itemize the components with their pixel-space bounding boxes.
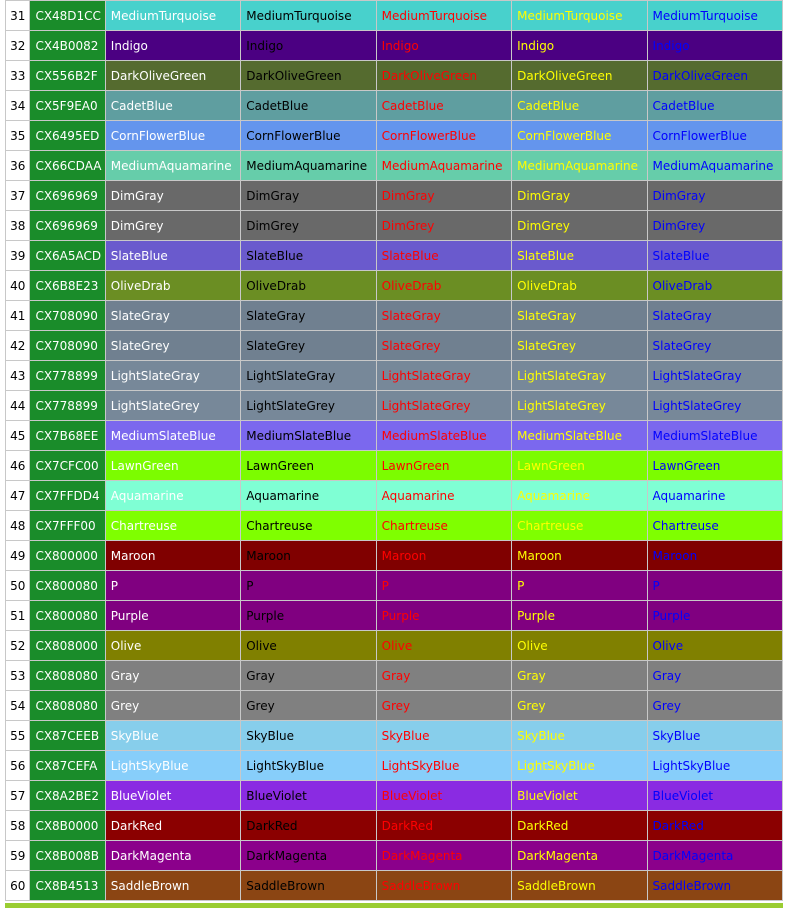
yellow-text-sample: Maroon (512, 541, 647, 571)
table-row (6, 871, 783, 901)
table-row (6, 61, 783, 91)
color-code: CX87CEFA (30, 751, 105, 781)
color-code: CX556B2F (30, 61, 105, 91)
yellow-text-sample: DarkMagenta (512, 841, 647, 871)
black-text-sample: LightSlateGrey (241, 391, 376, 421)
row-number: 43 (6, 361, 30, 391)
color-code: CX808080 (30, 691, 105, 721)
white-text-sample: Grey (105, 691, 240, 721)
red-text-sample: LightSlateGray (376, 361, 511, 391)
white-text-sample: LightSlateGray (105, 361, 240, 391)
red-text-sample: DarkRed (376, 811, 511, 841)
row-number: 33 (6, 61, 30, 91)
color-code: CX48D1CC (30, 1, 105, 31)
blue-text-sample: DarkOliveGreen (647, 61, 782, 91)
white-text-sample: MediumSlateBlue (105, 421, 240, 451)
yellow-text-sample: SlateBlue (512, 241, 647, 271)
black-text-sample: BlueViolet (241, 781, 376, 811)
white-text-sample: LawnGreen (105, 451, 240, 481)
blue-text-sample: Purple (647, 601, 782, 631)
blue-text-sample: SlateBlue (647, 241, 782, 271)
white-text-sample: BlueViolet (105, 781, 240, 811)
red-text-sample: SlateBlue (376, 241, 511, 271)
white-text-sample: Olive (105, 631, 240, 661)
red-text-sample: DimGray (376, 181, 511, 211)
blue-text-sample: DimGray (647, 181, 782, 211)
red-text-sample: LightSkyBlue (376, 751, 511, 781)
color-table (5, 0, 783, 901)
black-text-sample: Maroon (241, 541, 376, 571)
yellow-text-sample: OliveDrab (512, 271, 647, 301)
blue-text-sample: P (647, 571, 782, 601)
table-row (6, 691, 783, 721)
table-row (6, 451, 783, 481)
white-text-sample: Chartreuse (105, 511, 240, 541)
white-text-sample: MediumAquamarine (105, 151, 240, 181)
white-text-sample: MediumTurquoise (105, 1, 240, 31)
yellow-text-sample: DimGray (512, 181, 647, 211)
black-text-sample: Purple (241, 601, 376, 631)
color-code: CX4B0082 (30, 31, 105, 61)
table-row (6, 481, 783, 511)
color-code: CX778899 (30, 391, 105, 421)
blue-text-sample: MediumSlateBlue (647, 421, 782, 451)
table-row (6, 241, 783, 271)
blue-text-sample: SkyBlue (647, 721, 782, 751)
black-text-sample: DarkRed (241, 811, 376, 841)
yellow-text-sample: SlateGray (512, 301, 647, 331)
row-number: 60 (6, 871, 30, 901)
table-row (6, 751, 783, 781)
black-text-sample: DimGray (241, 181, 376, 211)
blue-text-sample: OliveDrab (647, 271, 782, 301)
white-text-sample: Indigo (105, 31, 240, 61)
black-text-sample: P (241, 571, 376, 601)
row-number: 59 (6, 841, 30, 871)
black-text-sample: LightSkyBlue (241, 751, 376, 781)
white-text-sample: SlateBlue (105, 241, 240, 271)
blue-text-sample: Chartreuse (647, 511, 782, 541)
yellow-text-sample: BlueViolet (512, 781, 647, 811)
color-code: CX800080 (30, 601, 105, 631)
yellow-text-sample: DarkOliveGreen (512, 61, 647, 91)
white-text-sample: DarkMagenta (105, 841, 240, 871)
blue-text-sample: SlateGray (647, 301, 782, 331)
white-text-sample: SaddleBrown (105, 871, 240, 901)
color-code: CX808000 (30, 631, 105, 661)
white-text-sample: Aquamarine (105, 481, 240, 511)
yellow-text-sample: LightSlateGrey (512, 391, 647, 421)
row-number: 41 (6, 301, 30, 331)
color-code: CX8B4513 (30, 871, 105, 901)
yellow-text-sample: MediumTurquoise (512, 1, 647, 31)
black-text-sample: LawnGreen (241, 451, 376, 481)
row-number: 49 (6, 541, 30, 571)
red-text-sample: Gray (376, 661, 511, 691)
black-text-sample: MediumSlateBlue (241, 421, 376, 451)
table-row (6, 541, 783, 571)
red-text-sample: Grey (376, 691, 511, 721)
white-text-sample: CornFlowerBlue (105, 121, 240, 151)
blue-text-sample: SlateGrey (647, 331, 782, 361)
yellow-text-sample: Purple (512, 601, 647, 631)
black-text-sample: Indigo (241, 31, 376, 61)
yellow-text-sample: Indigo (512, 31, 647, 61)
blue-text-sample: Indigo (647, 31, 782, 61)
black-text-sample: DarkOliveGreen (241, 61, 376, 91)
black-text-sample: Gray (241, 661, 376, 691)
row-number: 47 (6, 481, 30, 511)
red-text-sample: DimGrey (376, 211, 511, 241)
blue-text-sample: CornFlowerBlue (647, 121, 782, 151)
color-code: CX7CFC00 (30, 451, 105, 481)
color-code: CX87CEEB (30, 721, 105, 751)
blue-text-sample: CadetBlue (647, 91, 782, 121)
color-code: CX6A5ACD (30, 241, 105, 271)
red-text-sample: SlateGrey (376, 331, 511, 361)
red-text-sample: DarkOliveGreen (376, 61, 511, 91)
red-text-sample: Maroon (376, 541, 511, 571)
table-row (6, 211, 783, 241)
white-text-sample: DimGray (105, 181, 240, 211)
blue-text-sample: SaddleBrown (647, 871, 782, 901)
black-text-sample: MediumTurquoise (241, 1, 376, 31)
table-row (6, 421, 783, 451)
table-row (6, 331, 783, 361)
color-code: CX8B008B (30, 841, 105, 871)
color-code: CX708090 (30, 331, 105, 361)
red-text-sample: LawnGreen (376, 451, 511, 481)
color-code: CX800000 (30, 541, 105, 571)
row-number: 39 (6, 241, 30, 271)
table-row (6, 181, 783, 211)
color-code: CX708090 (30, 301, 105, 331)
row-number: 36 (6, 151, 30, 181)
white-text-sample: OliveDrab (105, 271, 240, 301)
red-text-sample: MediumTurquoise (376, 1, 511, 31)
row-number: 37 (6, 181, 30, 211)
color-code: CX696969 (30, 181, 105, 211)
white-text-sample: DarkOliveGreen (105, 61, 240, 91)
red-text-sample: MediumSlateBlue (376, 421, 511, 451)
black-text-sample: Grey (241, 691, 376, 721)
row-number: 46 (6, 451, 30, 481)
row-number: 53 (6, 661, 30, 691)
table-row (6, 391, 783, 421)
white-text-sample: DimGrey (105, 211, 240, 241)
row-number: 38 (6, 211, 30, 241)
red-text-sample: Indigo (376, 31, 511, 61)
row-number: 31 (6, 1, 30, 31)
black-text-sample: SkyBlue (241, 721, 376, 751)
white-text-sample: SkyBlue (105, 721, 240, 751)
yellow-text-sample: CadetBlue (512, 91, 647, 121)
yellow-text-sample: DimGrey (512, 211, 647, 241)
black-text-sample: CornFlowerBlue (241, 121, 376, 151)
red-text-sample: Olive (376, 631, 511, 661)
yellow-text-sample: SlateGrey (512, 331, 647, 361)
white-text-sample: DarkRed (105, 811, 240, 841)
red-text-sample: OliveDrab (376, 271, 511, 301)
yellow-text-sample: LightSlateGray (512, 361, 647, 391)
color-code: CX7FFDD4 (30, 481, 105, 511)
white-text-sample: Purple (105, 601, 240, 631)
yellow-text-sample: CornFlowerBlue (512, 121, 647, 151)
row-number: 58 (6, 811, 30, 841)
red-text-sample: Chartreuse (376, 511, 511, 541)
red-text-sample: CadetBlue (376, 91, 511, 121)
color-code: CX66CDAA (30, 151, 105, 181)
table-row (6, 91, 783, 121)
red-text-sample: BlueViolet (376, 781, 511, 811)
red-text-sample: Aquamarine (376, 481, 511, 511)
color-code: CX6495ED (30, 121, 105, 151)
color-code: CX8B0000 (30, 811, 105, 841)
blue-text-sample: LightSlateGray (647, 361, 782, 391)
blue-text-sample: Maroon (647, 541, 782, 571)
black-text-sample: LightSlateGray (241, 361, 376, 391)
yellow-text-sample: LawnGreen (512, 451, 647, 481)
black-text-sample: SlateGrey (241, 331, 376, 361)
table-row (6, 781, 783, 811)
white-text-sample: CadetBlue (105, 91, 240, 121)
table-row (6, 361, 783, 391)
yellow-text-sample: P (512, 571, 647, 601)
blue-text-sample: MediumTurquoise (647, 1, 782, 31)
blue-text-sample: DarkRed (647, 811, 782, 841)
row-number: 35 (6, 121, 30, 151)
blue-text-sample: Grey (647, 691, 782, 721)
red-text-sample: SkyBlue (376, 721, 511, 751)
row-number: 55 (6, 721, 30, 751)
table-row (6, 601, 783, 631)
table-row (6, 631, 783, 661)
color-code: CX7FFF00 (30, 511, 105, 541)
black-text-sample: DarkMagenta (241, 841, 376, 871)
color-code: CX5F9EA0 (30, 91, 105, 121)
yellow-text-sample: Olive (512, 631, 647, 661)
yellow-text-sample: SaddleBrown (512, 871, 647, 901)
black-text-sample: CadetBlue (241, 91, 376, 121)
black-text-sample: MediumAquamarine (241, 151, 376, 181)
blue-text-sample: Olive (647, 631, 782, 661)
row-number: 45 (6, 421, 30, 451)
red-text-sample: SaddleBrown (376, 871, 511, 901)
yellow-text-sample: MediumSlateBlue (512, 421, 647, 451)
color-table-body (6, 1, 783, 901)
row-number: 50 (6, 571, 30, 601)
blue-text-sample: Aquamarine (647, 481, 782, 511)
yellow-text-sample: MediumAquamarine (512, 151, 647, 181)
blue-text-sample: Gray (647, 661, 782, 691)
row-number: 40 (6, 271, 30, 301)
blue-text-sample: MediumAquamarine (647, 151, 782, 181)
black-text-sample: OliveDrab (241, 271, 376, 301)
blue-text-sample: DimGrey (647, 211, 782, 241)
black-text-sample: Aquamarine (241, 481, 376, 511)
color-code: CX800080 (30, 571, 105, 601)
next-row-edge (5, 903, 783, 908)
color-code: CX696969 (30, 211, 105, 241)
yellow-text-sample: DarkRed (512, 811, 647, 841)
yellow-text-sample: Aquamarine (512, 481, 647, 511)
table-row (6, 721, 783, 751)
blue-text-sample: BlueViolet (647, 781, 782, 811)
blue-text-sample: LightSkyBlue (647, 751, 782, 781)
row-number: 32 (6, 31, 30, 61)
red-text-sample: DarkMagenta (376, 841, 511, 871)
table-row (6, 1, 783, 31)
white-text-sample: SlateGray (105, 301, 240, 331)
red-text-sample: LightSlateGrey (376, 391, 511, 421)
black-text-sample: Chartreuse (241, 511, 376, 541)
table-row (6, 811, 783, 841)
black-text-sample: SlateBlue (241, 241, 376, 271)
table-row (6, 121, 783, 151)
blue-text-sample: DarkMagenta (647, 841, 782, 871)
table-row (6, 31, 783, 61)
white-text-sample: Gray (105, 661, 240, 691)
blue-text-sample: LightSlateGrey (647, 391, 782, 421)
table-row (6, 571, 783, 601)
yellow-text-sample: LightSkyBlue (512, 751, 647, 781)
black-text-sample: DimGrey (241, 211, 376, 241)
row-number: 56 (6, 751, 30, 781)
white-text-sample: LightSlateGrey (105, 391, 240, 421)
black-text-sample: Olive (241, 631, 376, 661)
white-text-sample: Maroon (105, 541, 240, 571)
table-row (6, 301, 783, 331)
white-text-sample: LightSkyBlue (105, 751, 240, 781)
row-number: 52 (6, 631, 30, 661)
white-text-sample: P (105, 571, 240, 601)
table-row (6, 271, 783, 301)
black-text-sample: SlateGray (241, 301, 376, 331)
color-code: CX7B68EE (30, 421, 105, 451)
row-number: 54 (6, 691, 30, 721)
row-number: 42 (6, 331, 30, 361)
blue-text-sample: LawnGreen (647, 451, 782, 481)
red-text-sample: Purple (376, 601, 511, 631)
red-text-sample: MediumAquamarine (376, 151, 511, 181)
color-code: CX808080 (30, 661, 105, 691)
table-row (6, 841, 783, 871)
yellow-text-sample: SkyBlue (512, 721, 647, 751)
row-number: 44 (6, 391, 30, 421)
row-number: 51 (6, 601, 30, 631)
color-code: CX8A2BE2 (30, 781, 105, 811)
table-row (6, 151, 783, 181)
red-text-sample: P (376, 571, 511, 601)
table-row (6, 511, 783, 541)
row-number: 48 (6, 511, 30, 541)
row-number: 34 (6, 91, 30, 121)
red-text-sample: CornFlowerBlue (376, 121, 511, 151)
yellow-text-sample: Grey (512, 691, 647, 721)
white-text-sample: SlateGrey (105, 331, 240, 361)
yellow-text-sample: Chartreuse (512, 511, 647, 541)
row-number: 57 (6, 781, 30, 811)
table-row (6, 661, 783, 691)
black-text-sample: SaddleBrown (241, 871, 376, 901)
color-code: CX6B8E23 (30, 271, 105, 301)
red-text-sample: SlateGray (376, 301, 511, 331)
yellow-text-sample: Gray (512, 661, 647, 691)
color-code: CX778899 (30, 361, 105, 391)
